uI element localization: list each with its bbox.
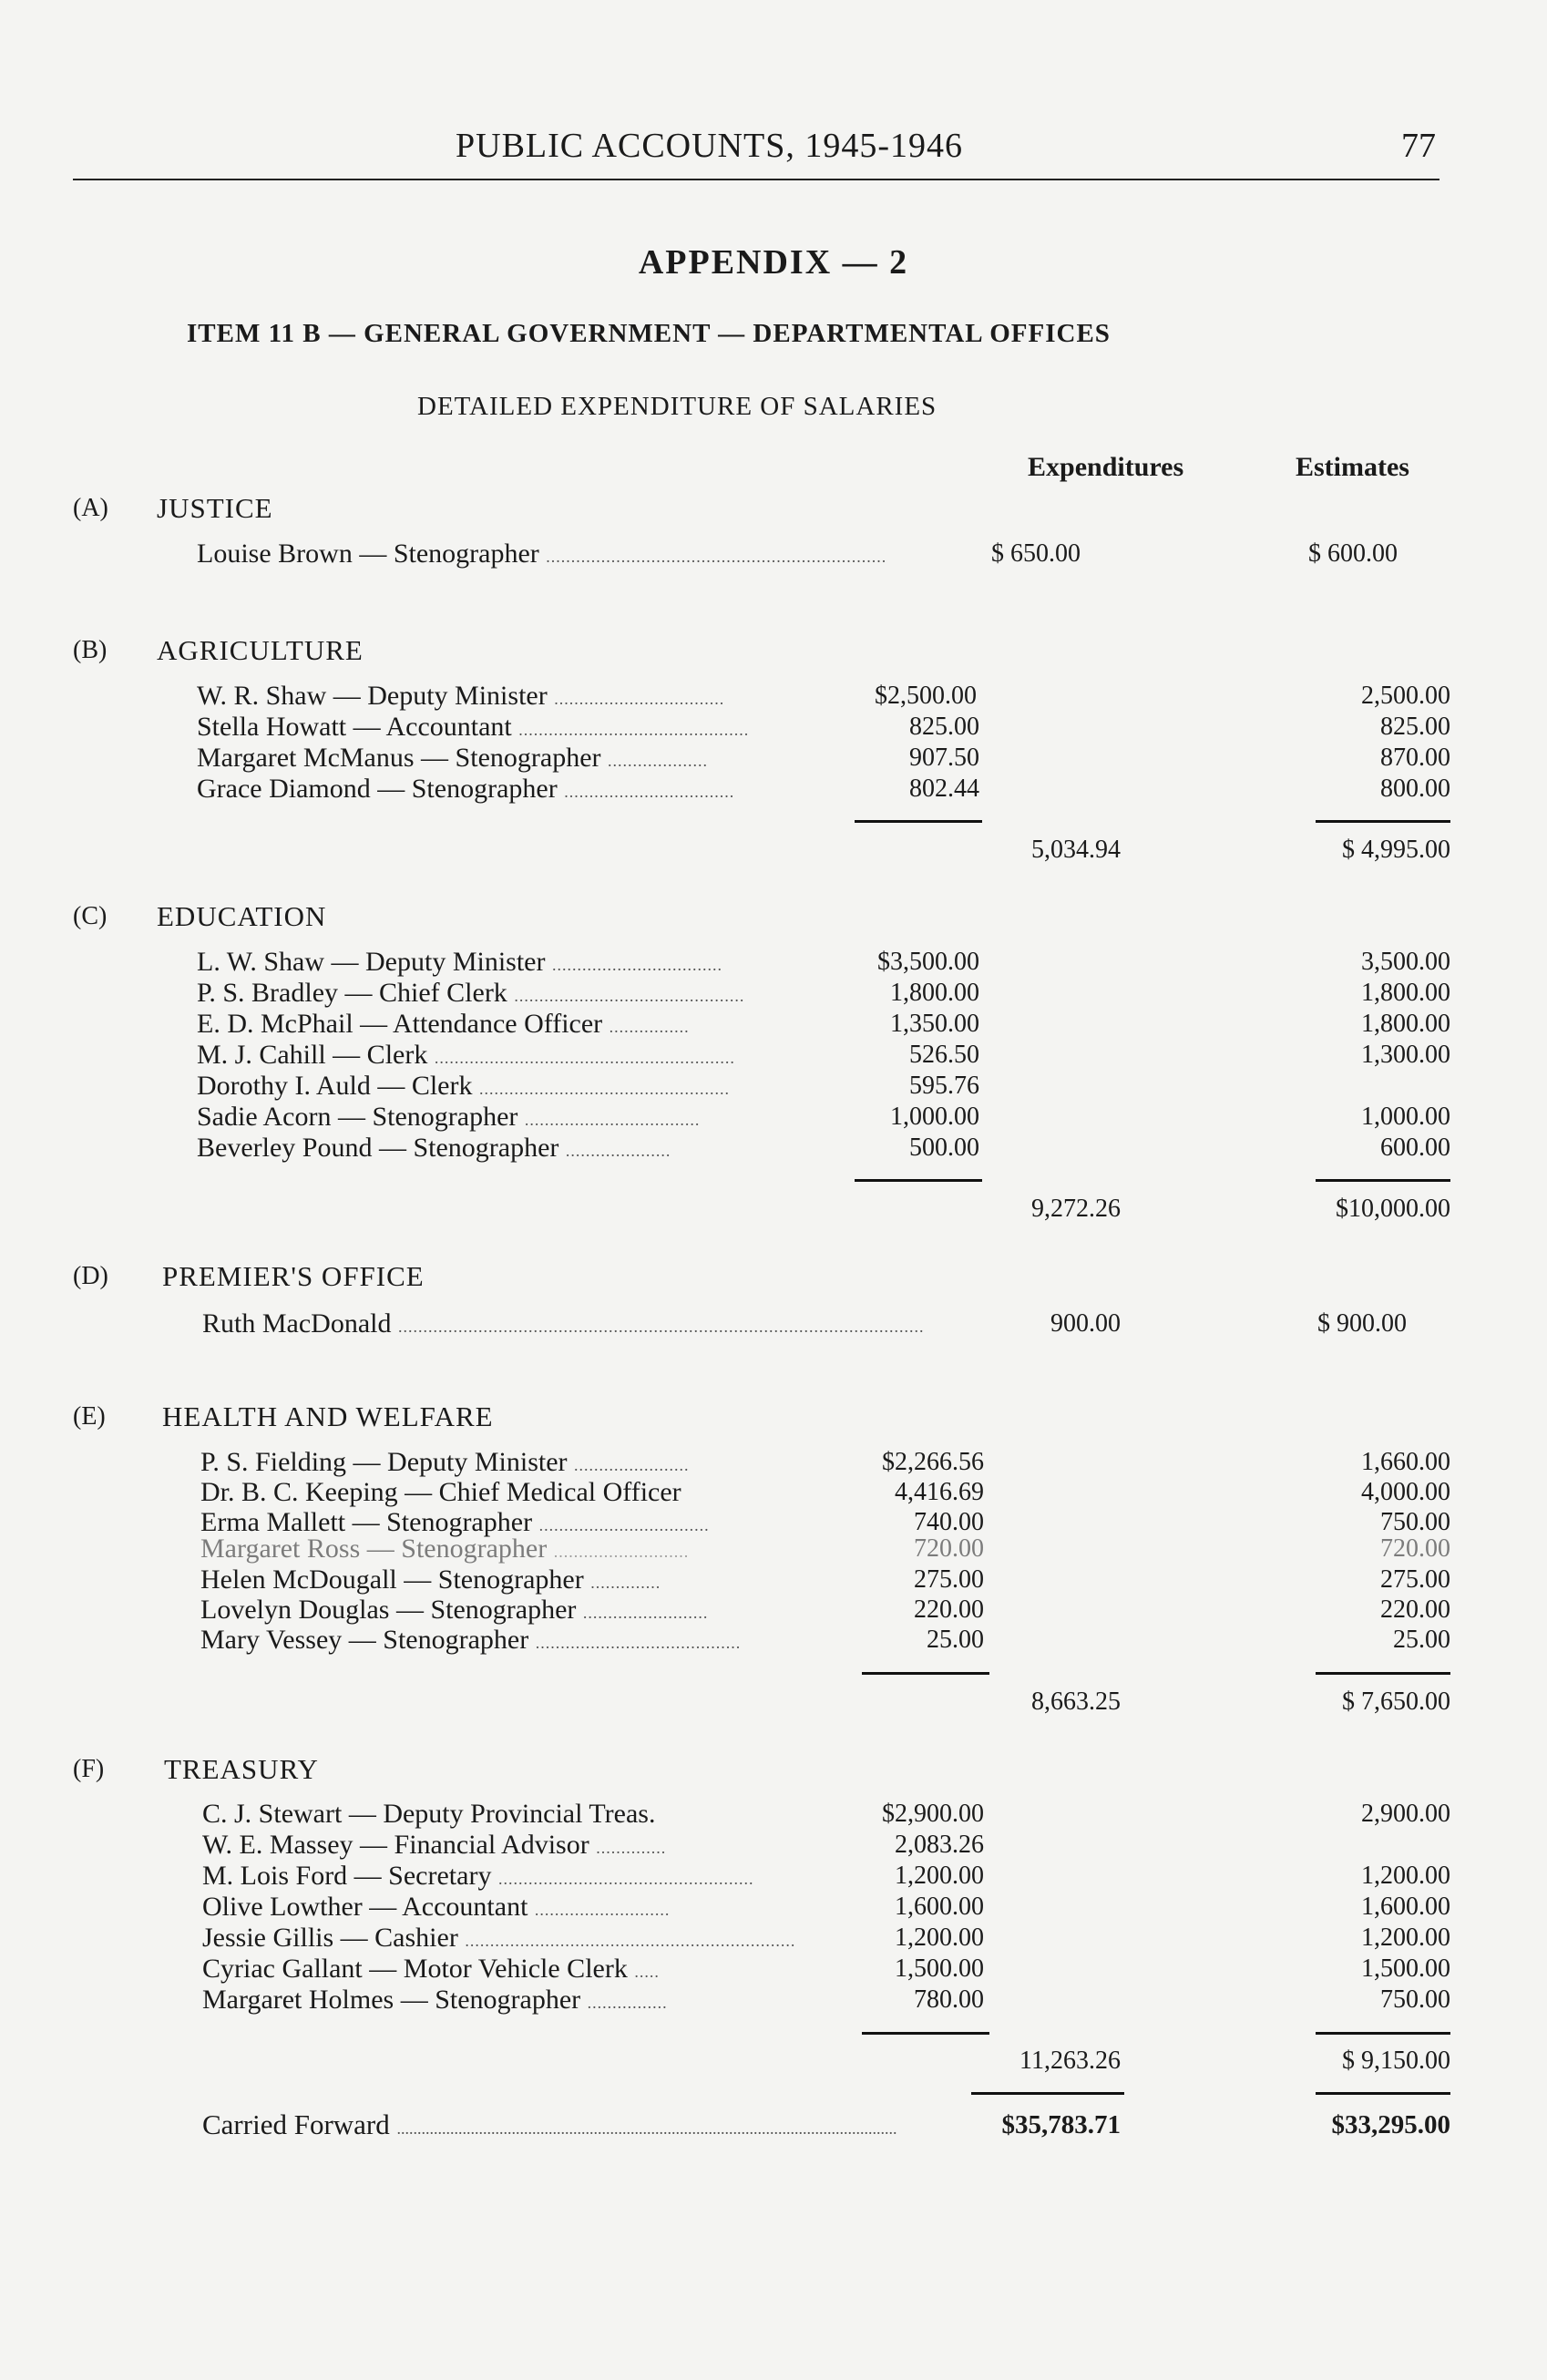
employee-name: Sadie Acorn — Stenographer bbox=[197, 1102, 518, 1132]
total-expenditure: 11,263.26 bbox=[1019, 2047, 1121, 2075]
salary-amount: 825.00 bbox=[909, 713, 979, 741]
estimate-value: 1,200.00 bbox=[1361, 1862, 1450, 1890]
employee-name: M. J. Cahill — Clerk bbox=[197, 1040, 428, 1070]
section-total-row bbox=[0, 835, 1547, 866]
row-name: W. R. Shaw — Deputy Minister .................................. bbox=[197, 681, 725, 711]
salary-amount: 500.00 bbox=[909, 1134, 979, 1162]
estimate-value: 870.00 bbox=[1380, 744, 1450, 772]
row-name: Grace Diamond — Stenographer .................................. bbox=[197, 774, 735, 804]
salary-amount: 740.00 bbox=[914, 1508, 984, 1536]
carried-forward-label-wrap: Carried Forward .......................................................................................................................... bbox=[202, 2108, 897, 2140]
employee-name: Louise Brown — Stenographer bbox=[197, 539, 539, 569]
table-row bbox=[0, 978, 1547, 1009]
salary-amount: $2,900.00 bbox=[882, 1800, 984, 1828]
estimate-value: 1,800.00 bbox=[1361, 1010, 1450, 1038]
estimate-value: 4,000.00 bbox=[1361, 1478, 1450, 1506]
total-expenditure: 8,663.25 bbox=[1031, 1688, 1121, 1716]
table-row bbox=[0, 1830, 1547, 1861]
estimate-value: 750.00 bbox=[1380, 1508, 1450, 1536]
employee-name: Margaret Ross — Stenographer bbox=[200, 1534, 548, 1564]
employee-name: Helen McDougall — Stenographer bbox=[200, 1564, 584, 1595]
section-letter: (F) bbox=[73, 1755, 105, 1783]
estimate-value: 2,900.00 bbox=[1361, 1800, 1450, 1828]
section-title: HEALTH AND WELFARE bbox=[162, 1400, 494, 1432]
row-name bbox=[200, 1477, 838, 1508]
estimate-value: 3,500.00 bbox=[1361, 948, 1450, 976]
section-title: PREMIER'S OFFICE bbox=[162, 1260, 425, 1292]
table-row bbox=[0, 712, 1547, 743]
expenditure-value: $ 650.00 bbox=[991, 539, 1081, 568]
row-name: Ruth MacDonald ......................................................................................................... bbox=[202, 1308, 925, 1339]
salary-amount: 526.50 bbox=[909, 1041, 979, 1069]
carried-forward-estimate: $33,295.00 bbox=[1331, 2110, 1450, 2139]
carried-forward-label: Carried Forward bbox=[202, 2108, 390, 2140]
table-row bbox=[0, 1892, 1547, 1923]
row-name bbox=[202, 1799, 840, 1830]
page-number: 77 bbox=[1401, 127, 1436, 165]
subtotal-rule bbox=[855, 1179, 982, 1182]
salary-amount: 595.76 bbox=[909, 1072, 979, 1100]
table-row bbox=[0, 1071, 1547, 1102]
estimate-value: $ 900.00 bbox=[1317, 1309, 1407, 1338]
salary-amount: 1,600.00 bbox=[895, 1893, 984, 1921]
salary-amount: 4,416.69 bbox=[895, 1478, 984, 1506]
employee-name: L. W. Shaw — Deputy Minister bbox=[197, 947, 546, 977]
carried-forward-row bbox=[0, 2108, 1547, 2141]
employee-name: C. J. Stewart — Deputy Provincial Treas. bbox=[202, 1799, 656, 1829]
estimate-value: 2,500.00 bbox=[1361, 682, 1450, 710]
row-name: Dorothy I. Auld — Clerk .................................................. bbox=[197, 1071, 730, 1101]
employee-name: Lovelyn Douglas — Stenographer bbox=[200, 1595, 577, 1625]
row-name: E. D. McPhail — Attendance Officer ................ bbox=[197, 1009, 690, 1039]
total-expenditure: 9,272.26 bbox=[1031, 1195, 1121, 1223]
employee-name: Margaret Holmes — Stenographer bbox=[202, 1985, 581, 2015]
employee-name: Erma Mallett — Stenographer bbox=[200, 1507, 533, 1537]
column-header-expenditures: Expenditures bbox=[1028, 452, 1184, 482]
estimate-value: 750.00 bbox=[1380, 1985, 1450, 2014]
carried-forward-rule bbox=[971, 2092, 1124, 2095]
subtotal-rule bbox=[1316, 1672, 1450, 1675]
total-estimate: $ 9,150.00 bbox=[1342, 2047, 1450, 2075]
section-letter: (D) bbox=[73, 1262, 108, 1290]
salary-amount: $2,266.56 bbox=[882, 1448, 984, 1476]
estimate-value: 800.00 bbox=[1380, 775, 1450, 803]
salary-amount: 1,800.00 bbox=[890, 979, 979, 1007]
row-name: Erma Mallett — Stenographer .................................. bbox=[200, 1507, 710, 1537]
salary-amount: 1,000.00 bbox=[890, 1103, 979, 1131]
row-name: Beverley Pound — Stenographer ..................... bbox=[197, 1133, 671, 1163]
salary-amount: 220.00 bbox=[914, 1595, 984, 1624]
employee-name: Stella Howatt — Accountant bbox=[197, 712, 512, 742]
employee-name: Margaret McManus — Stenographer bbox=[197, 743, 601, 773]
section-title: JUSTICE bbox=[157, 492, 273, 524]
row-name: P. S. Bradley — Chief Clerk .............................................. bbox=[197, 978, 745, 1008]
employee-name: P. S. Fielding — Deputy Minister bbox=[200, 1447, 568, 1477]
section-letter: (A) bbox=[73, 494, 108, 522]
subtotal-rule bbox=[1316, 1179, 1450, 1182]
section-header-justice bbox=[0, 492, 1547, 525]
subtotal-rule bbox=[862, 1672, 989, 1675]
table-row bbox=[0, 1477, 1547, 1508]
table-row bbox=[0, 947, 1547, 978]
employee-name: Ruth MacDonald bbox=[202, 1308, 392, 1339]
salary-amount: 720.00 bbox=[914, 1534, 984, 1563]
row-name: Margaret Holmes — Stenographer ................ bbox=[202, 1985, 668, 2015]
table-row bbox=[0, 743, 1547, 774]
table-row bbox=[0, 1564, 1547, 1595]
employee-name: Beverley Pound — Stenographer bbox=[197, 1133, 559, 1163]
row-name: M. J. Cahill — Clerk ............................................................ bbox=[197, 1040, 735, 1070]
subtotal-rule bbox=[1316, 2032, 1450, 2035]
employee-name: W. E. Massey — Financial Advisor bbox=[202, 1830, 589, 1860]
appendix-title: APPENDIX — 2 bbox=[638, 243, 909, 282]
section-total-row bbox=[0, 1687, 1547, 1718]
employee-name: E. D. McPhail — Attendance Officer bbox=[197, 1009, 603, 1039]
table-row bbox=[0, 681, 1547, 712]
row-name: W. E. Massey — Financial Advisor .............. bbox=[202, 1830, 667, 1860]
salary-amount: 1,500.00 bbox=[895, 1954, 984, 1983]
employee-name: Olive Lowther — Accountant bbox=[202, 1892, 528, 1922]
table-row bbox=[0, 1923, 1547, 1954]
section-title: AGRICULTURE bbox=[157, 634, 364, 666]
row-name: Cyriac Gallant — Motor Vehicle Clerk ..... bbox=[202, 1954, 660, 1984]
table-row bbox=[0, 1308, 1547, 1339]
section-total-row bbox=[0, 1194, 1547, 1225]
table-row bbox=[0, 1625, 1547, 1656]
section-header-treasury bbox=[0, 1753, 1547, 1786]
section-letter: (C) bbox=[73, 902, 108, 930]
salary-amount: 2,083.26 bbox=[895, 1831, 984, 1859]
column-header-estimates: Estimates bbox=[1296, 452, 1409, 482]
salary-amount: 1,350.00 bbox=[890, 1010, 979, 1038]
subtotal-rule bbox=[862, 2032, 989, 2035]
row-name: Sadie Acorn — Stenographer ................................... bbox=[197, 1102, 701, 1132]
estimate-value: 825.00 bbox=[1380, 713, 1450, 741]
estimate-value: 1,200.00 bbox=[1361, 1923, 1450, 1952]
estimate-value: 220.00 bbox=[1380, 1595, 1450, 1624]
subtotal-rule bbox=[855, 820, 982, 823]
salary-amount: 25.00 bbox=[927, 1626, 984, 1654]
employee-name: P. S. Bradley — Chief Clerk bbox=[197, 978, 507, 1008]
row-name: Mary Vessey — Stenographer ......................................... bbox=[200, 1625, 742, 1655]
table-row bbox=[0, 1133, 1547, 1164]
estimate-value: 1,660.00 bbox=[1361, 1448, 1450, 1476]
total-estimate: $10,000.00 bbox=[1336, 1195, 1450, 1223]
row-name: M. Lois Ford — Secretary ................................................... bbox=[202, 1861, 754, 1891]
subtitle: DETAILED EXPENDITURE OF SALARIES bbox=[417, 392, 937, 421]
row-name: Margaret Ross — Stenographer ........................... bbox=[200, 1534, 690, 1564]
table-row bbox=[0, 1861, 1547, 1892]
salary-amount: 780.00 bbox=[914, 1985, 984, 2014]
section-total-row bbox=[0, 2046, 1547, 2077]
header-rule bbox=[73, 179, 1439, 180]
salary-amount: 802.44 bbox=[909, 775, 979, 803]
employee-name: Dorothy I. Auld — Clerk bbox=[197, 1071, 473, 1101]
row-name: Stella Howatt — Accountant .............................................. bbox=[197, 712, 750, 742]
section-header-education bbox=[0, 900, 1547, 933]
employee-name: M. Lois Ford — Secretary bbox=[202, 1861, 492, 1891]
total-estimate: $ 4,995.00 bbox=[1342, 836, 1450, 864]
row-name: Olive Lowther — Accountant ........................... bbox=[202, 1892, 671, 1922]
estimate-value: 1,000.00 bbox=[1361, 1103, 1450, 1131]
estimate-value: 1,600.00 bbox=[1361, 1893, 1450, 1921]
employee-name: W. R. Shaw — Deputy Minister bbox=[197, 681, 548, 711]
salary-amount: 275.00 bbox=[914, 1565, 984, 1594]
estimate-value: 275.00 bbox=[1380, 1565, 1450, 1594]
row-name: P. S. Fielding — Deputy Minister ....................... bbox=[200, 1447, 690, 1477]
salary-amount: 1,200.00 bbox=[895, 1862, 984, 1890]
row-name: Jessie Gillis — Cashier .................................................................. bbox=[202, 1923, 796, 1953]
estimate-value: 1,300.00 bbox=[1361, 1041, 1450, 1069]
row-name: Margaret McManus — Stenographer .................... bbox=[197, 743, 708, 773]
row-name: Helen McDougall — Stenographer .............. bbox=[200, 1564, 661, 1595]
row-name: L. W. Shaw — Deputy Minister .................................. bbox=[197, 947, 722, 977]
table-row bbox=[0, 1595, 1547, 1626]
item-title: ITEM 11 B — GENERAL GOVERNMENT — DEPARTMENTAL OFFICES bbox=[187, 319, 1111, 348]
table-row bbox=[0, 1009, 1547, 1040]
table-row bbox=[0, 1954, 1547, 1985]
table-row bbox=[0, 1799, 1547, 1830]
salary-amount: 1,200.00 bbox=[895, 1923, 984, 1952]
section-title: EDUCATION bbox=[157, 900, 327, 932]
employee-name: Mary Vessey — Stenographer bbox=[200, 1625, 529, 1655]
section-header-premiers-office bbox=[0, 1260, 1547, 1293]
section-letter: (B) bbox=[73, 636, 108, 664]
section-title: TREASURY bbox=[164, 1753, 319, 1785]
table-row bbox=[0, 774, 1547, 805]
table-row bbox=[0, 1985, 1547, 2016]
estimate-value: 1,500.00 bbox=[1361, 1954, 1450, 1983]
estimate-value: 1,800.00 bbox=[1361, 979, 1450, 1007]
total-estimate: $ 7,650.00 bbox=[1342, 1688, 1450, 1716]
carried-forward-rule bbox=[1316, 2092, 1450, 2095]
salary-amount: $2,500.00 bbox=[875, 682, 977, 710]
running-head: PUBLIC ACCOUNTS, 1945-1946 bbox=[456, 127, 963, 165]
carried-forward-expenditure: $35,783.71 bbox=[1001, 2110, 1121, 2139]
estimate-value: $ 600.00 bbox=[1308, 539, 1398, 568]
row-name: Louise Brown — Stenographer .................................................................... bbox=[197, 539, 887, 569]
employee-name: Dr. B. C. Keeping — Chief Medical Officer bbox=[200, 1477, 681, 1507]
employee-name: Jessie Gillis — Cashier bbox=[202, 1923, 458, 1953]
salary-amount: $3,500.00 bbox=[877, 948, 979, 976]
row-name: Lovelyn Douglas — Stenographer ......................... bbox=[200, 1595, 709, 1625]
estimate-value: 720.00 bbox=[1380, 1534, 1450, 1563]
section-header-agriculture bbox=[0, 634, 1547, 667]
employee-name: Grace Diamond — Stenographer bbox=[197, 774, 558, 804]
table-row bbox=[0, 1102, 1547, 1133]
subtotal-rule bbox=[1316, 820, 1450, 823]
section-letter: (E) bbox=[73, 1402, 106, 1431]
estimate-value: 600.00 bbox=[1380, 1134, 1450, 1162]
table-row bbox=[0, 539, 1547, 569]
salary-amount: 907.50 bbox=[909, 744, 979, 772]
expenditure-value: 900.00 bbox=[1050, 1309, 1121, 1338]
table-row bbox=[0, 1534, 1547, 1564]
section-header-health-and-welfare bbox=[0, 1400, 1547, 1433]
table-row bbox=[0, 1040, 1547, 1071]
employee-name: Cyriac Gallant — Motor Vehicle Clerk bbox=[202, 1954, 628, 1984]
total-expenditure: 5,034.94 bbox=[1031, 836, 1121, 864]
estimate-value: 25.00 bbox=[1393, 1626, 1450, 1654]
table-row bbox=[0, 1447, 1547, 1478]
